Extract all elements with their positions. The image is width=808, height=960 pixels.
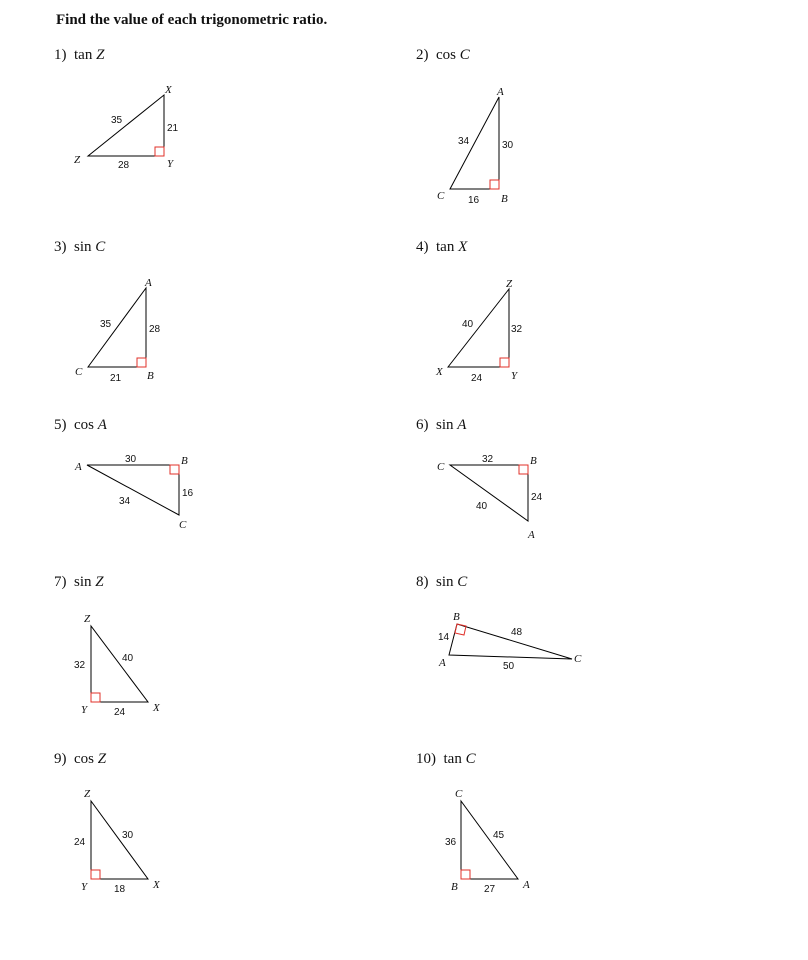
- angle-variable: Z: [96, 47, 105, 63]
- vertex-label: A: [145, 277, 152, 289]
- vertex-label: X: [153, 879, 160, 891]
- problem-number: 3): [54, 239, 67, 255]
- vertex-label: Z: [506, 278, 513, 290]
- triangle-7: [74, 613, 161, 718]
- side-length: 14: [438, 632, 450, 643]
- right-angle-marker: [155, 147, 164, 156]
- angle-variable: A: [457, 417, 467, 433]
- side-length: 21: [167, 123, 179, 134]
- angle-variable: A: [97, 417, 107, 433]
- triangle-outline: [448, 289, 509, 367]
- trig-function: cos: [74, 751, 94, 767]
- vertex-label: A: [523, 879, 530, 891]
- vertex-label: Z: [84, 788, 91, 800]
- vertex-label: A: [497, 86, 504, 98]
- vertex-label: A: [439, 657, 446, 669]
- trig-function: tan: [74, 47, 93, 63]
- right-angle-marker: [137, 358, 146, 367]
- triangle-outline: [87, 465, 179, 515]
- side-length: 35: [100, 319, 112, 330]
- problem-number: 4): [416, 239, 429, 255]
- problem-number: 9): [54, 751, 67, 767]
- triangle-1: [74, 84, 179, 171]
- vertex-label: X: [153, 702, 160, 714]
- side-length: 18: [114, 884, 126, 895]
- triangle-3: [75, 277, 161, 384]
- vertex-label: X: [436, 366, 443, 378]
- side-length: 40: [122, 653, 134, 664]
- vertex-label: Z: [84, 613, 91, 625]
- vertex-label: C: [437, 461, 445, 473]
- angle-variable: C: [465, 751, 476, 767]
- side-length: 28: [149, 324, 161, 335]
- triangle-10: [445, 788, 530, 895]
- right-angle-marker: [500, 358, 509, 367]
- side-length: 30: [125, 454, 137, 465]
- side-length: 40: [462, 319, 474, 330]
- side-length: 21: [110, 373, 122, 384]
- vertex-label: B: [181, 455, 188, 467]
- vertex-label: B: [147, 370, 154, 382]
- right-angle-marker: [519, 465, 528, 474]
- triangle-outline: [88, 95, 164, 156]
- problem-number: 1): [54, 47, 67, 63]
- side-length: 34: [119, 496, 131, 507]
- trig-function: tan: [436, 239, 455, 255]
- worksheet-title: Find the value of each trigonometric ratio.: [56, 12, 328, 28]
- vertex-label: B: [530, 455, 537, 467]
- vertex-label: Z: [74, 154, 81, 166]
- side-length: 45: [493, 830, 505, 841]
- triangle-outline: [91, 801, 148, 879]
- vertex-label: Y: [81, 881, 88, 893]
- vertex-label: C: [574, 653, 582, 665]
- side-length: 30: [502, 140, 514, 151]
- triangle-6: [437, 454, 543, 541]
- side-length: 24: [114, 707, 126, 718]
- triangle-outline: [91, 626, 148, 702]
- side-length: 24: [531, 492, 543, 503]
- side-length: 36: [445, 837, 457, 848]
- side-length: 16: [468, 195, 480, 206]
- side-length: 32: [482, 454, 494, 465]
- side-length: 24: [471, 373, 483, 384]
- trig-function: tan: [443, 751, 462, 767]
- trig-function: cos: [436, 47, 456, 63]
- trig-function: sin: [436, 417, 454, 433]
- vertex-label: A: [528, 529, 535, 541]
- vertex-label: A: [75, 461, 82, 473]
- side-length: 48: [511, 627, 523, 638]
- angle-variable: C: [459, 47, 470, 63]
- vertex-label: C: [179, 519, 187, 531]
- vertex-label: C: [75, 366, 83, 378]
- side-length: 30: [122, 830, 134, 841]
- angle-variable: X: [458, 239, 468, 255]
- vertex-label: X: [165, 84, 172, 96]
- side-length: 27: [484, 884, 496, 895]
- vertex-label: Y: [511, 370, 518, 382]
- triangle-8: [438, 611, 582, 672]
- problem-number: 10): [416, 751, 436, 767]
- side-length: 32: [74, 660, 86, 671]
- side-length: 24: [74, 837, 86, 848]
- vertex-label: C: [455, 788, 463, 800]
- problem-number: 2): [416, 47, 429, 63]
- trig-function: sin: [436, 574, 454, 590]
- side-length: 34: [458, 136, 470, 147]
- right-angle-marker: [91, 693, 100, 702]
- right-angle-marker: [91, 870, 100, 879]
- angle-variable: C: [95, 239, 106, 255]
- angle-variable: Z: [97, 751, 107, 767]
- triangle-outline: [88, 288, 146, 367]
- trig-function: cos: [74, 417, 94, 433]
- problem-number: 7): [54, 574, 67, 590]
- right-angle-marker: [461, 870, 470, 879]
- vertex-label: B: [451, 881, 458, 893]
- trig-function: sin: [74, 574, 92, 590]
- triangle-outline: [461, 801, 518, 879]
- side-length: 35: [111, 115, 123, 126]
- side-length: 28: [118, 160, 130, 171]
- side-length: 32: [511, 324, 523, 335]
- trig-function: sin: [74, 239, 92, 255]
- side-length: 16: [182, 488, 194, 499]
- vertex-label: Y: [167, 158, 174, 170]
- triangle-2: [437, 86, 514, 206]
- triangle-9: [74, 788, 161, 895]
- right-angle-marker: [170, 465, 179, 474]
- problem-number: 8): [416, 574, 429, 590]
- triangle-5: [74, 454, 194, 531]
- side-length: 50: [503, 661, 515, 672]
- vertex-label: B: [501, 193, 508, 205]
- right-angle-marker: [490, 180, 499, 189]
- triangle-4: [435, 278, 523, 384]
- vertex-label: B: [453, 611, 460, 623]
- problem-number: 5): [54, 417, 67, 433]
- right-angle-marker: [455, 624, 466, 635]
- vertex-label: Y: [81, 704, 88, 716]
- triangle-outline: [450, 465, 528, 521]
- vertex-label: C: [437, 190, 445, 202]
- problem-number: 6): [416, 417, 429, 433]
- side-length: 40: [476, 501, 488, 512]
- angle-variable: Z: [95, 574, 104, 590]
- angle-variable: C: [457, 574, 468, 590]
